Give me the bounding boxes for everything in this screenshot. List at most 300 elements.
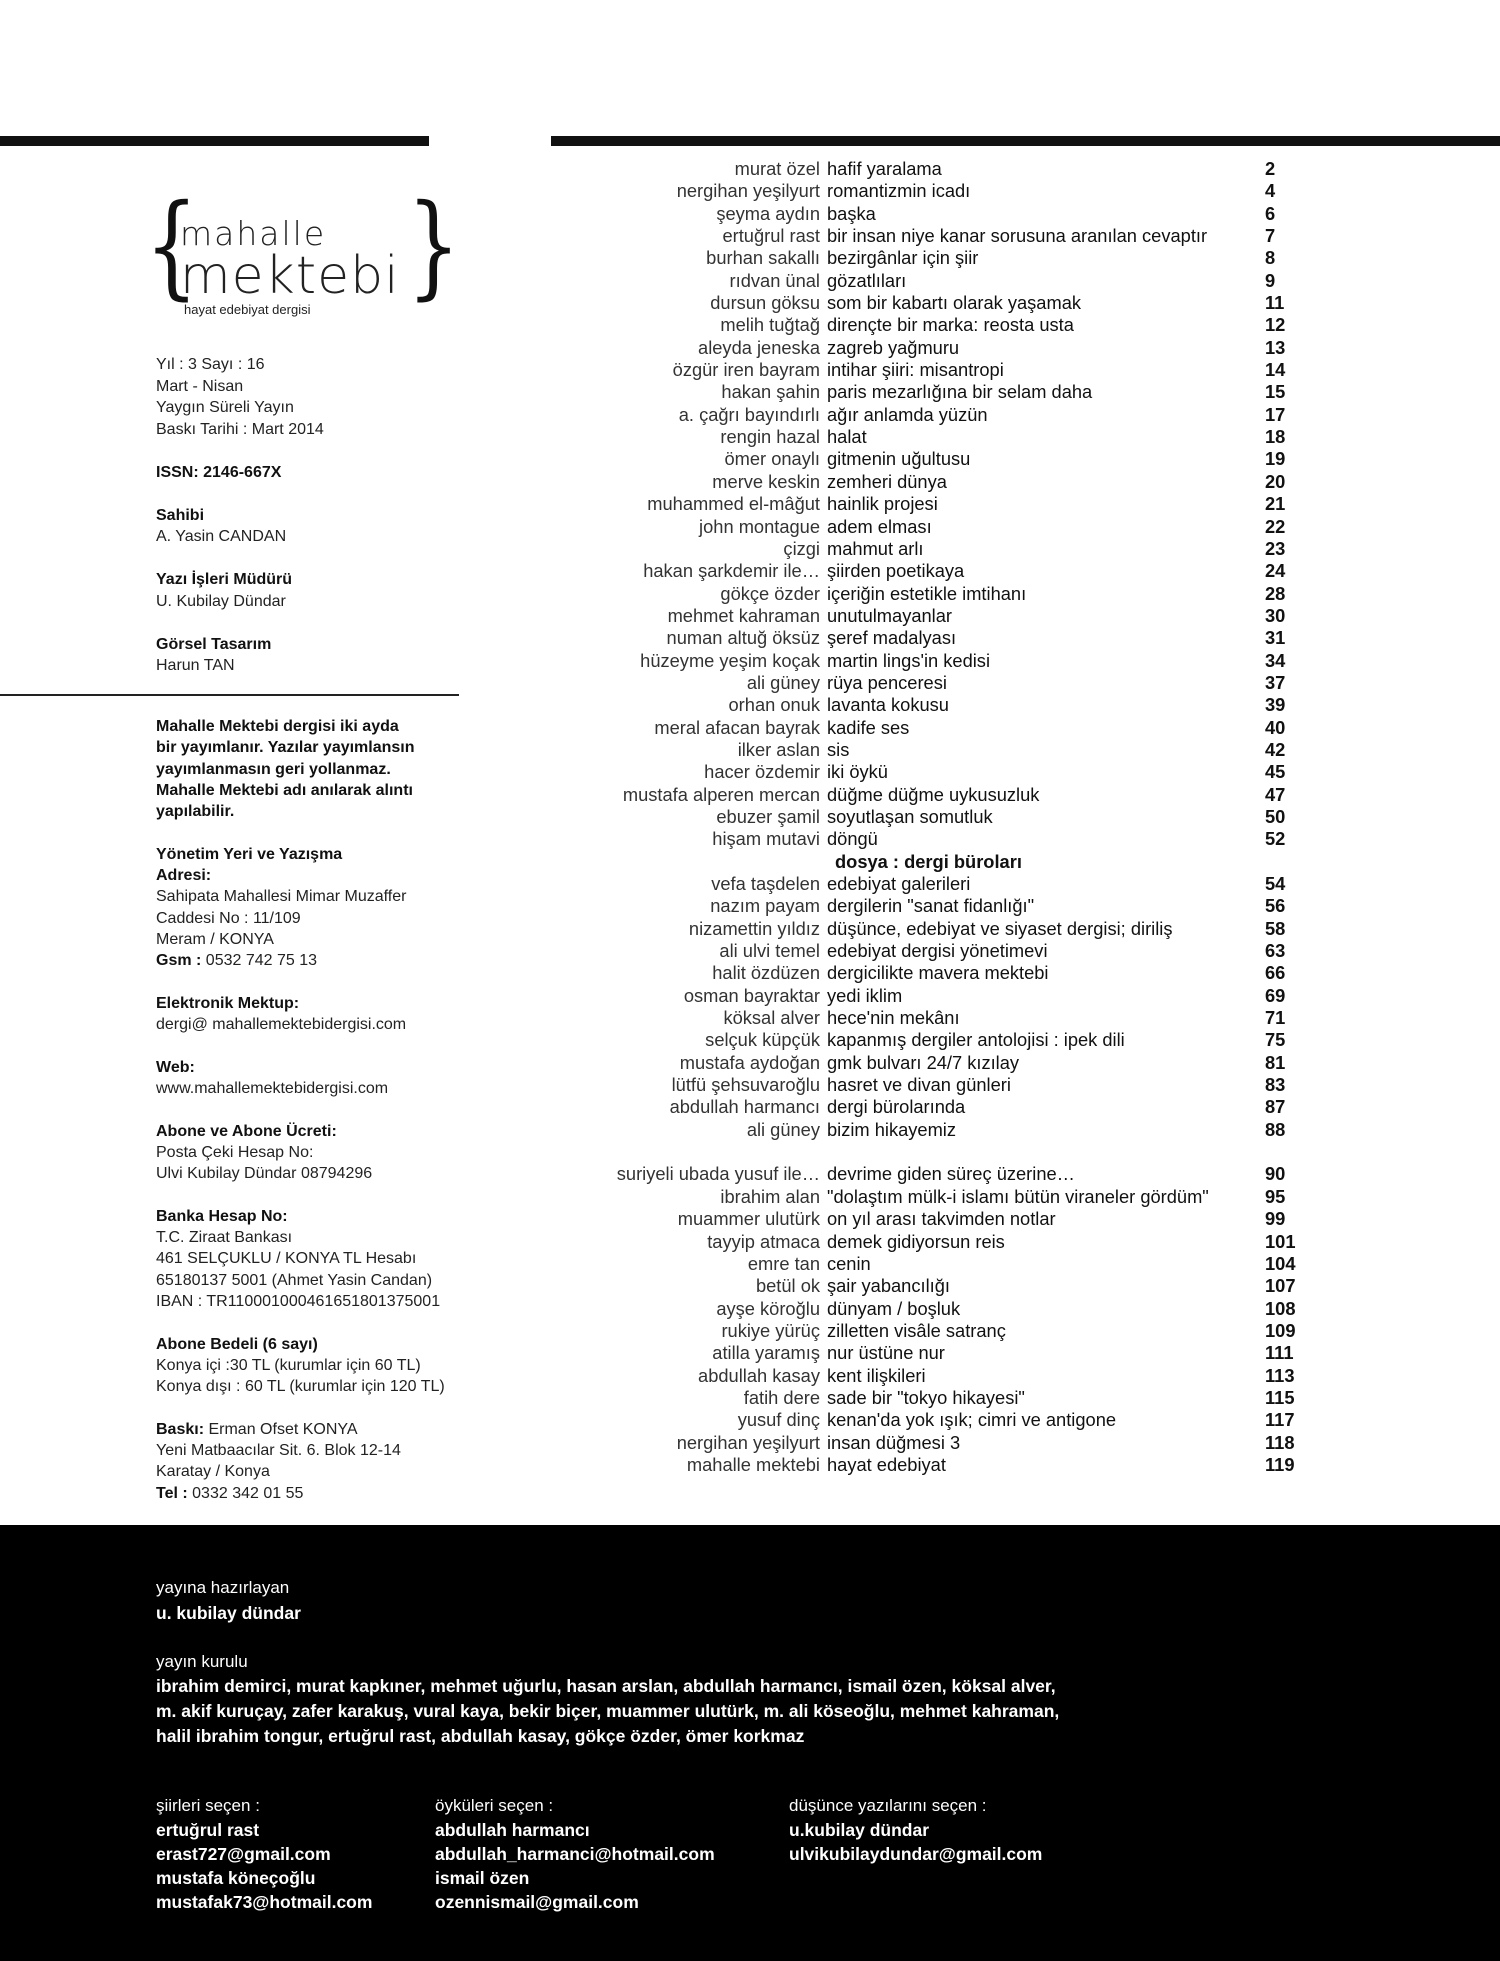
- board-line: ibrahim demirci, murat kapkıner, mehmet uğurlu, hasan arslan, abdullah harmancı, ismail özen, köksal alver,: [156, 1676, 1056, 1696]
- notice-line: yayımlanmasın geri yollanmaz.: [156, 760, 391, 778]
- toc-page-number: 56: [1265, 895, 1286, 917]
- toc-page-number: 81: [1265, 1051, 1286, 1073]
- bank-line: T.C. Ziraat Bankası: [156, 1229, 293, 1247]
- toc-page-number: 69: [1265, 984, 1286, 1006]
- toc-entry[interactable]: [560, 1007, 1320, 1029]
- toc-page-number: 30: [1265, 604, 1286, 626]
- toc-entry[interactable]: [560, 560, 1320, 582]
- toc-entry[interactable]: [560, 538, 1320, 560]
- toc-entry[interactable]: [560, 1454, 1320, 1476]
- toc-author: burhan sakallı: [706, 247, 820, 269]
- print-address-line: Yeni Matbaacılar Sit. 6. Blok 12-14: [156, 1442, 401, 1460]
- web-address[interactable]: www.mahallemektebidergisi.com: [156, 1080, 389, 1098]
- address-label: Adresi:: [156, 867, 212, 885]
- bank-line: IBAN : TR110001000461651801375001: [156, 1293, 441, 1311]
- notice-line: Mahalle Mektebi dergisi iki ayda: [156, 718, 399, 735]
- toc-title: iki öykü: [827, 761, 888, 783]
- toc-title: içeriğin estetikle imtihanı: [827, 582, 1027, 604]
- toc-title: düşünce, edebiyat ve siyaset dergisi; diriliş: [827, 917, 1173, 939]
- toc-page-number: 40: [1265, 716, 1286, 738]
- toc-title: gözatlıları: [827, 269, 907, 291]
- toc-title: bezirgânlar için şiir: [827, 247, 979, 269]
- toc-author: dursun göksu: [710, 292, 820, 314]
- toc-entry[interactable]: [560, 672, 1320, 694]
- toc-title: sis: [827, 738, 850, 760]
- notice-line: Mahalle Mektebi adı anılarak alıntı: [156, 781, 413, 799]
- print-label: Baskı:: [156, 1420, 205, 1438]
- toc-page-number: 75: [1265, 1029, 1286, 1051]
- column-email[interactable]: mustafak73@hotmail.com: [156, 1892, 373, 1912]
- toc-author: john montague: [699, 515, 820, 537]
- toc-title: zemheri dünya: [827, 470, 947, 492]
- toc-entry[interactable]: [560, 1029, 1320, 1051]
- toc-page-number: 117: [1265, 1409, 1295, 1431]
- toc-page-number: 34: [1265, 649, 1286, 671]
- toc-entry[interactable]: [560, 1275, 1320, 1297]
- toc-page-number: 8: [1265, 247, 1276, 269]
- right-brace-glyph: }: [406, 181, 461, 311]
- toc-entry[interactable]: [560, 225, 1320, 247]
- toc-entry[interactable]: [560, 627, 1320, 649]
- address-block: [156, 844, 476, 972]
- toc-page-number: 101: [1265, 1230, 1296, 1252]
- toc-title: soyutlaşan somutluk: [827, 805, 993, 827]
- toc-title: şair yabancılığı: [827, 1275, 950, 1297]
- column-email[interactable]: erast727@gmail.com: [156, 1844, 331, 1864]
- toc-entry[interactable]: [560, 292, 1320, 314]
- web-block: [156, 1057, 476, 1100]
- toc-entry[interactable]: [560, 1119, 1320, 1141]
- toc-title: bizim hikayemiz: [827, 1118, 957, 1140]
- fee-label: Abone Bedeli (6 sayı): [156, 1335, 318, 1353]
- owner-label: Sahibi: [156, 506, 205, 524]
- toc-author: yusuf dinç: [737, 1409, 820, 1431]
- toc-author: osman bayraktar: [683, 984, 820, 1006]
- toc-author: vefa taşdelen: [711, 873, 820, 894]
- address-label: Yönetim Yeri ve Yazışma: [156, 845, 343, 863]
- print-line: [156, 1419, 476, 1440]
- board-line: halil ibrahim tongur, ertuğrul rast, abdullah kasay, gökçe özder, ömer korkmaz: [156, 1726, 805, 1746]
- toc-page-number: 83: [1265, 1074, 1286, 1096]
- top-rule-left: [0, 136, 429, 146]
- design-label: Görsel Tasarım: [156, 635, 272, 653]
- toc-entry[interactable]: [560, 739, 1320, 761]
- toc-author: lütfü şehsuvaroğlu: [671, 1074, 820, 1096]
- gsm-line: [156, 950, 476, 971]
- toc-author: ibrahim alan: [720, 1185, 820, 1207]
- email-label: Elektronik Mektup:: [156, 994, 300, 1012]
- toc-page-number: 115: [1265, 1386, 1295, 1408]
- toc-author: murat özel: [734, 158, 820, 179]
- issue-line: Yıl : 3 Sayı : 16: [156, 356, 265, 373]
- left-brace-glyph: {: [144, 181, 199, 311]
- toc-title: dergilerin "sanat fidanlığı": [827, 895, 1035, 917]
- toc-entry[interactable]: [560, 583, 1320, 605]
- toc-title: bir insan niye kanar sorusuna aranılan cevaptır: [827, 225, 1208, 247]
- toc-title: martin lings'in kedisi: [827, 649, 991, 671]
- column-email[interactable]: ozennismail@gmail.com: [435, 1892, 639, 1912]
- toc-author: nazım payam: [710, 895, 820, 917]
- prepared-label: yayına hazırlayan: [156, 1578, 290, 1597]
- column-label: düşünce yazılarını seçen :: [789, 1796, 987, 1815]
- toc-title: mahmut arlı: [827, 537, 924, 559]
- issn-text: ISSN: 2146-667X: [156, 463, 282, 481]
- toc-author: fatih dere: [743, 1386, 820, 1408]
- editor-label: Yazı İşleri Müdürü: [156, 571, 293, 588]
- toc-author: hakan şarkdemir ile…: [643, 560, 820, 582]
- toc-title: paris mezarlığına bir selam daha: [827, 381, 1093, 403]
- toc-author: aleyda jeneska: [698, 336, 820, 358]
- toc-page-number: 31: [1265, 627, 1286, 649]
- toc-entry[interactable]: [560, 650, 1320, 672]
- toc-page-number: 66: [1265, 962, 1286, 984]
- toc-page-number: 12: [1265, 314, 1286, 336]
- toc-author: rengin hazal: [720, 426, 820, 448]
- toc-author: ayşe köroğlu: [716, 1297, 820, 1319]
- address-line: Caddesi No : 11/109: [156, 909, 301, 927]
- toc-entry[interactable]: [560, 1409, 1320, 1431]
- bank-label: Banka Hesap No:: [156, 1207, 288, 1225]
- toc-title: döngü: [827, 828, 878, 850]
- toc-page-number: 22: [1265, 515, 1286, 537]
- editor-name: U. Kubilay Dündar: [156, 592, 286, 610]
- tel-line: [156, 1483, 476, 1504]
- toc-author: hişam mutavi: [712, 828, 820, 850]
- toc-author: çizgi: [783, 537, 820, 559]
- toc-page-number: 39: [1265, 694, 1286, 716]
- toc-entry[interactable]: [560, 1432, 1320, 1454]
- imprint-top: [156, 354, 456, 698]
- toc-entry[interactable]: [560, 314, 1320, 336]
- toc-title: kadife ses: [827, 716, 910, 738]
- toc-entry[interactable]: [560, 404, 1320, 426]
- toc-entry[interactable]: [560, 895, 1320, 917]
- logo-word-mektebi: mektebi: [180, 246, 400, 306]
- toc-entry[interactable]: [560, 493, 1320, 515]
- notice-line: bir yayımlanır. Yazılar yayımlansın: [156, 739, 415, 757]
- column-label: şiirleri seçen :: [156, 1796, 260, 1815]
- toc-author: ali ulvi temel: [719, 940, 820, 962]
- subscription-label: Abone ve Abone Ücreti:: [156, 1122, 337, 1140]
- toc-author: orhan onuk: [728, 694, 820, 716]
- toc-page-number: 11: [1265, 292, 1285, 314]
- toc-page-number: 50: [1265, 805, 1286, 827]
- toc-entry[interactable]: [560, 1253, 1320, 1275]
- logo-word-mahalle: mahalle: [180, 214, 327, 253]
- toc-entry[interactable]: [560, 1096, 1320, 1118]
- toc-page-number: 20: [1265, 470, 1286, 492]
- toc-page-number: 28: [1265, 582, 1286, 604]
- toc-entry[interactable]: [560, 761, 1320, 783]
- toc-page-number: 37: [1265, 671, 1286, 693]
- address-line: Meram / KONYA: [156, 930, 274, 948]
- toc-entry[interactable]: [560, 962, 1320, 984]
- toc-author: merve keskin: [712, 470, 820, 492]
- poetry-editors-column: [156, 1794, 476, 1914]
- subscription-line: Posta Çeki Hesap No:: [156, 1143, 314, 1161]
- toc-title: şiirden poetikaya: [827, 560, 965, 582]
- column-email[interactable]: abdullah_harmanci@hotmail.com: [435, 1844, 715, 1864]
- toc-title: demek gidiyorsun reis: [827, 1230, 1005, 1252]
- toc-author: ali güney: [746, 671, 820, 693]
- table-of-contents: [560, 158, 1320, 1476]
- toc-page-number: 42: [1265, 738, 1286, 760]
- toc-entry[interactable]: [560, 1231, 1320, 1253]
- issue-line: Mart - Nisan: [156, 377, 244, 395]
- toc-author: hakan şahin: [721, 381, 820, 403]
- design-name: Harun TAN: [156, 657, 235, 674]
- logo-subtitle: hayat edebiyat dergisi: [184, 302, 311, 317]
- toc-title: kent ilişkileri: [827, 1364, 926, 1386]
- toc-title: sade bir "tokyo hikayesi": [827, 1386, 1025, 1408]
- toc-page-number: 104: [1265, 1252, 1296, 1274]
- toc-entry[interactable]: [560, 694, 1320, 716]
- toc-entry[interactable]: [560, 270, 1320, 292]
- toc-author: tayyip atmaca: [707, 1230, 820, 1252]
- toc-author: emre tan: [747, 1252, 820, 1274]
- toc-author: meral afacan bayrak: [654, 716, 820, 738]
- toc-title: "dolaştım mülk-i islamı bütün viraneler gördüm": [827, 1185, 1209, 1207]
- toc-title: kapanmış dergiler antolojisi : ipek dili: [827, 1029, 1125, 1051]
- column-email[interactable]: ulvikubilaydundar@gmail.com: [789, 1844, 1043, 1864]
- toc-title: cenin: [827, 1252, 871, 1274]
- print-block: [156, 1419, 476, 1504]
- toc-title: edebiyat dergisi yönetimevi: [827, 940, 1048, 962]
- credits-footer: [0, 1525, 1500, 1961]
- toc-page-number: 9: [1265, 269, 1276, 291]
- toc-page-number: 45: [1265, 761, 1286, 783]
- toc-title: ağır anlamda yüzün: [827, 403, 988, 425]
- toc-page-number: 95: [1265, 1185, 1286, 1207]
- toc-entry[interactable]: [560, 247, 1320, 269]
- toc-page-number: 109: [1265, 1319, 1296, 1341]
- toc-entry[interactable]: [560, 471, 1320, 493]
- toc-title: halat: [827, 426, 867, 448]
- toc-author: rukiye yürüç: [721, 1319, 820, 1341]
- toc-title: başka: [827, 202, 876, 224]
- toc-author: hacer özdemir: [704, 761, 820, 783]
- toc-entry[interactable]: [560, 1320, 1320, 1342]
- toc-author: hüzeyme yeşim koçak: [640, 649, 820, 671]
- toc-author: ebuzer şamil: [716, 805, 820, 827]
- toc-entry[interactable]: [560, 516, 1320, 538]
- toc-page-number: 21: [1265, 493, 1286, 515]
- toc-entry[interactable]: [560, 426, 1320, 448]
- toc-entry[interactable]: [560, 717, 1320, 739]
- toc-title: romantizmin icadı: [827, 180, 971, 202]
- toc-entry[interactable]: [560, 180, 1320, 202]
- toc-entry[interactable]: [560, 1387, 1320, 1409]
- issue-line: Yaygın Süreli Yayın: [156, 399, 294, 416]
- imprint-divider: [0, 694, 459, 696]
- toc-page-number: 118: [1265, 1431, 1295, 1453]
- fee-line: Konya dışı : 60 TL (kurumlar için 120 TL): [156, 1378, 445, 1396]
- column-line: ismail özen: [435, 1868, 530, 1888]
- toc-page-number: 52: [1265, 828, 1286, 850]
- toc-page-number: 15: [1265, 381, 1286, 403]
- toc-entry[interactable]: [560, 1365, 1320, 1387]
- bank-line: 461 SELÇUKLU / KONYA TL Hesabı: [156, 1250, 417, 1268]
- column-line: mustafa köneçoğlu: [156, 1868, 316, 1888]
- toc-entry[interactable]: [560, 918, 1320, 940]
- toc-author: mustafa aydoğan: [679, 1051, 820, 1073]
- toc-author: abdullah harmancı: [669, 1096, 820, 1118]
- toc-author: köksal alver: [723, 1007, 820, 1029]
- toc-title: zagreb yağmuru: [827, 336, 960, 358]
- story-editors-column: [435, 1794, 755, 1914]
- toc-author: suriyeli ubada yusuf ile…: [616, 1163, 820, 1185]
- toc-page-number: 18: [1265, 426, 1286, 448]
- toc-entry[interactable]: [560, 158, 1320, 180]
- toc-title: som bir kabartı olarak yaşamak: [827, 292, 1082, 314]
- toc-section-row: [560, 851, 1320, 873]
- toc-title: unutulmayanlar: [827, 604, 952, 626]
- toc-title: hasret ve divan günleri: [827, 1074, 1011, 1096]
- subscription-block: [156, 1121, 476, 1185]
- toc-entry[interactable]: [560, 985, 1320, 1007]
- toc-entry[interactable]: [560, 1186, 1320, 1208]
- toc-entry[interactable]: [560, 940, 1320, 962]
- toc-spacer: [560, 1141, 1320, 1163]
- toc-title: düğme düğme uykusuzluk: [827, 783, 1040, 805]
- print-address-line: Karatay / Konya: [156, 1463, 270, 1481]
- toc-author: halit özdüzen: [712, 962, 820, 984]
- issue-line: Baskı Tarihi : Mart 2014: [156, 420, 324, 438]
- column-line: ertuğrul rast: [156, 1820, 260, 1840]
- owner-name: A. Yasin CANDAN: [156, 528, 287, 545]
- toc-page-number: 107: [1265, 1275, 1296, 1297]
- toc-page-number: 54: [1265, 873, 1286, 894]
- email-address[interactable]: dergi@ mahallemektebidergisi.com: [156, 1016, 407, 1034]
- toc-page-number: 6: [1265, 202, 1276, 224]
- magazine-logo: [140, 181, 461, 336]
- fee-line: Konya içi :30 TL (kurumlar için 60 TL): [156, 1356, 421, 1374]
- toc-title: nur üstüne nur: [827, 1342, 945, 1364]
- bank-line: 65180137 5001 (Ahmet Yasin Candan): [156, 1271, 433, 1289]
- toc-author: mustafa alperen mercan: [622, 783, 820, 805]
- toc-entry[interactable]: [560, 828, 1320, 850]
- address-line: Sahipata Mahallesi Mimar Muzaffer: [156, 888, 407, 906]
- toc-entry[interactable]: [560, 1208, 1320, 1230]
- toc-page-number: 14: [1265, 359, 1286, 381]
- toc-title: dünyam / boşluk: [827, 1297, 961, 1319]
- toc-title: rüya penceresi: [827, 671, 947, 693]
- toc-title: hece'nin mekânı: [827, 1007, 960, 1029]
- toc-title: hayat edebiyat: [827, 1453, 946, 1475]
- gsm-label: Gsm :: [156, 952, 202, 970]
- toc-entry[interactable]: [560, 448, 1320, 470]
- toc-entry[interactable]: [560, 1052, 1320, 1074]
- toc-entry[interactable]: [560, 784, 1320, 806]
- toc-author: özgür iren bayram: [672, 359, 820, 381]
- toc-author: numan altuğ öksüz: [666, 627, 820, 649]
- toc-entry[interactable]: [560, 1342, 1320, 1364]
- web-label: Web:: [156, 1058, 195, 1076]
- toc-author: betül ok: [755, 1275, 820, 1297]
- email-block: [156, 993, 476, 1036]
- tel-number: 0332 342 01 55: [187, 1484, 304, 1502]
- toc-title: kenan'da yok ışık; cimri ve antigone: [827, 1409, 1117, 1431]
- board-label: yayın kurulu: [156, 1652, 248, 1671]
- toc-page-number: 87: [1265, 1096, 1286, 1118]
- toc-page-number: 99: [1265, 1208, 1286, 1230]
- toc-page-number: 7: [1265, 225, 1276, 247]
- toc-section-title: dosya : dergi büroları: [835, 850, 1022, 872]
- toc-entry[interactable]: [560, 381, 1320, 403]
- toc-entry[interactable]: [560, 873, 1320, 895]
- toc-title: dergicilikte mavera mektebi: [827, 962, 1049, 984]
- toc-author: mahalle mektebi: [686, 1453, 820, 1475]
- notice-line: yapılabilir.: [156, 803, 235, 821]
- toc-page-number: 63: [1265, 940, 1286, 962]
- toc-title: dergi bürolarında: [827, 1096, 966, 1118]
- toc-entry[interactable]: [560, 203, 1320, 225]
- toc-author: selçuk küpçük: [705, 1029, 820, 1051]
- toc-entry[interactable]: [560, 806, 1320, 828]
- toc-author: nizamettin yıldız: [688, 917, 820, 939]
- toc-entry[interactable]: [560, 359, 1320, 381]
- toc-page-number: 119: [1265, 1453, 1295, 1475]
- toc-entry[interactable]: [560, 605, 1320, 627]
- toc-author: rıdvan ünal: [729, 269, 820, 291]
- editor-block: [156, 569, 456, 612]
- toc-entry[interactable]: [560, 337, 1320, 359]
- toc-title: intihar şiiri: misantropi: [827, 359, 1004, 381]
- toc-author: ömer onaylı: [724, 448, 820, 470]
- toc-title: hainlik projesi: [827, 493, 938, 515]
- toc-page-number: 108: [1265, 1297, 1296, 1319]
- toc-author: muhammed el-mâğut: [647, 493, 820, 515]
- toc-page-number: 58: [1265, 917, 1286, 939]
- toc-page-number: 113: [1265, 1364, 1295, 1386]
- tel-label: Tel :: [156, 1484, 188, 1502]
- notice-block: [156, 716, 476, 822]
- toc-title: insan düğmesi 3: [827, 1431, 961, 1453]
- toc-author: atilla yaramış: [712, 1342, 820, 1364]
- toc-title: zilletten visâle satranç: [827, 1319, 1006, 1341]
- toc-page-number: 47: [1265, 783, 1286, 805]
- toc-title: gmk bulvarı 24/7 kızılay: [827, 1051, 1020, 1073]
- toc-entry[interactable]: [560, 1298, 1320, 1320]
- toc-page-number: 17: [1265, 403, 1286, 425]
- column-line: abdullah harmancı: [435, 1820, 590, 1840]
- owner-block: [156, 505, 456, 548]
- imprint-bottom: [156, 716, 476, 1525]
- toc-page-number: 19: [1265, 448, 1286, 470]
- toc-author: nergihan yeşilyurt: [676, 180, 820, 202]
- toc-entry[interactable]: [560, 1074, 1320, 1096]
- prepared-name: u. kubilay dündar: [156, 1603, 301, 1623]
- board-line: m. akif kuruçay, zafer karakuş, vural kaya, bekir biçer, muammer ulutürk, m. ali köseoğlu, mehmet kahraman,: [156, 1701, 1060, 1721]
- toc-page-number: 13: [1265, 336, 1286, 358]
- toc-title: adem elması: [827, 515, 932, 537]
- issn: [156, 462, 456, 484]
- toc-page-number: 88: [1265, 1118, 1286, 1140]
- toc-entry[interactable]: [560, 1163, 1320, 1185]
- toc-author: melih tuğtağ: [720, 314, 820, 336]
- toc-author: ilker aslan: [737, 738, 820, 760]
- bank-block: [156, 1206, 476, 1312]
- fee-block: [156, 1334, 476, 1398]
- toc-page-number: 71: [1265, 1007, 1286, 1029]
- print-name: Erman Ofset KONYA: [204, 1420, 358, 1438]
- toc-title: lavanta kokusu: [827, 694, 949, 716]
- toc-title: dirençte bir marka: reosta usta: [827, 314, 1074, 336]
- subscription-line: Ulvi Kubilay Dündar 08794296: [156, 1165, 373, 1183]
- toc-page-number: 2: [1265, 158, 1276, 179]
- toc-title: hafif yaralama: [827, 158, 942, 179]
- toc-page-number: 23: [1265, 537, 1286, 559]
